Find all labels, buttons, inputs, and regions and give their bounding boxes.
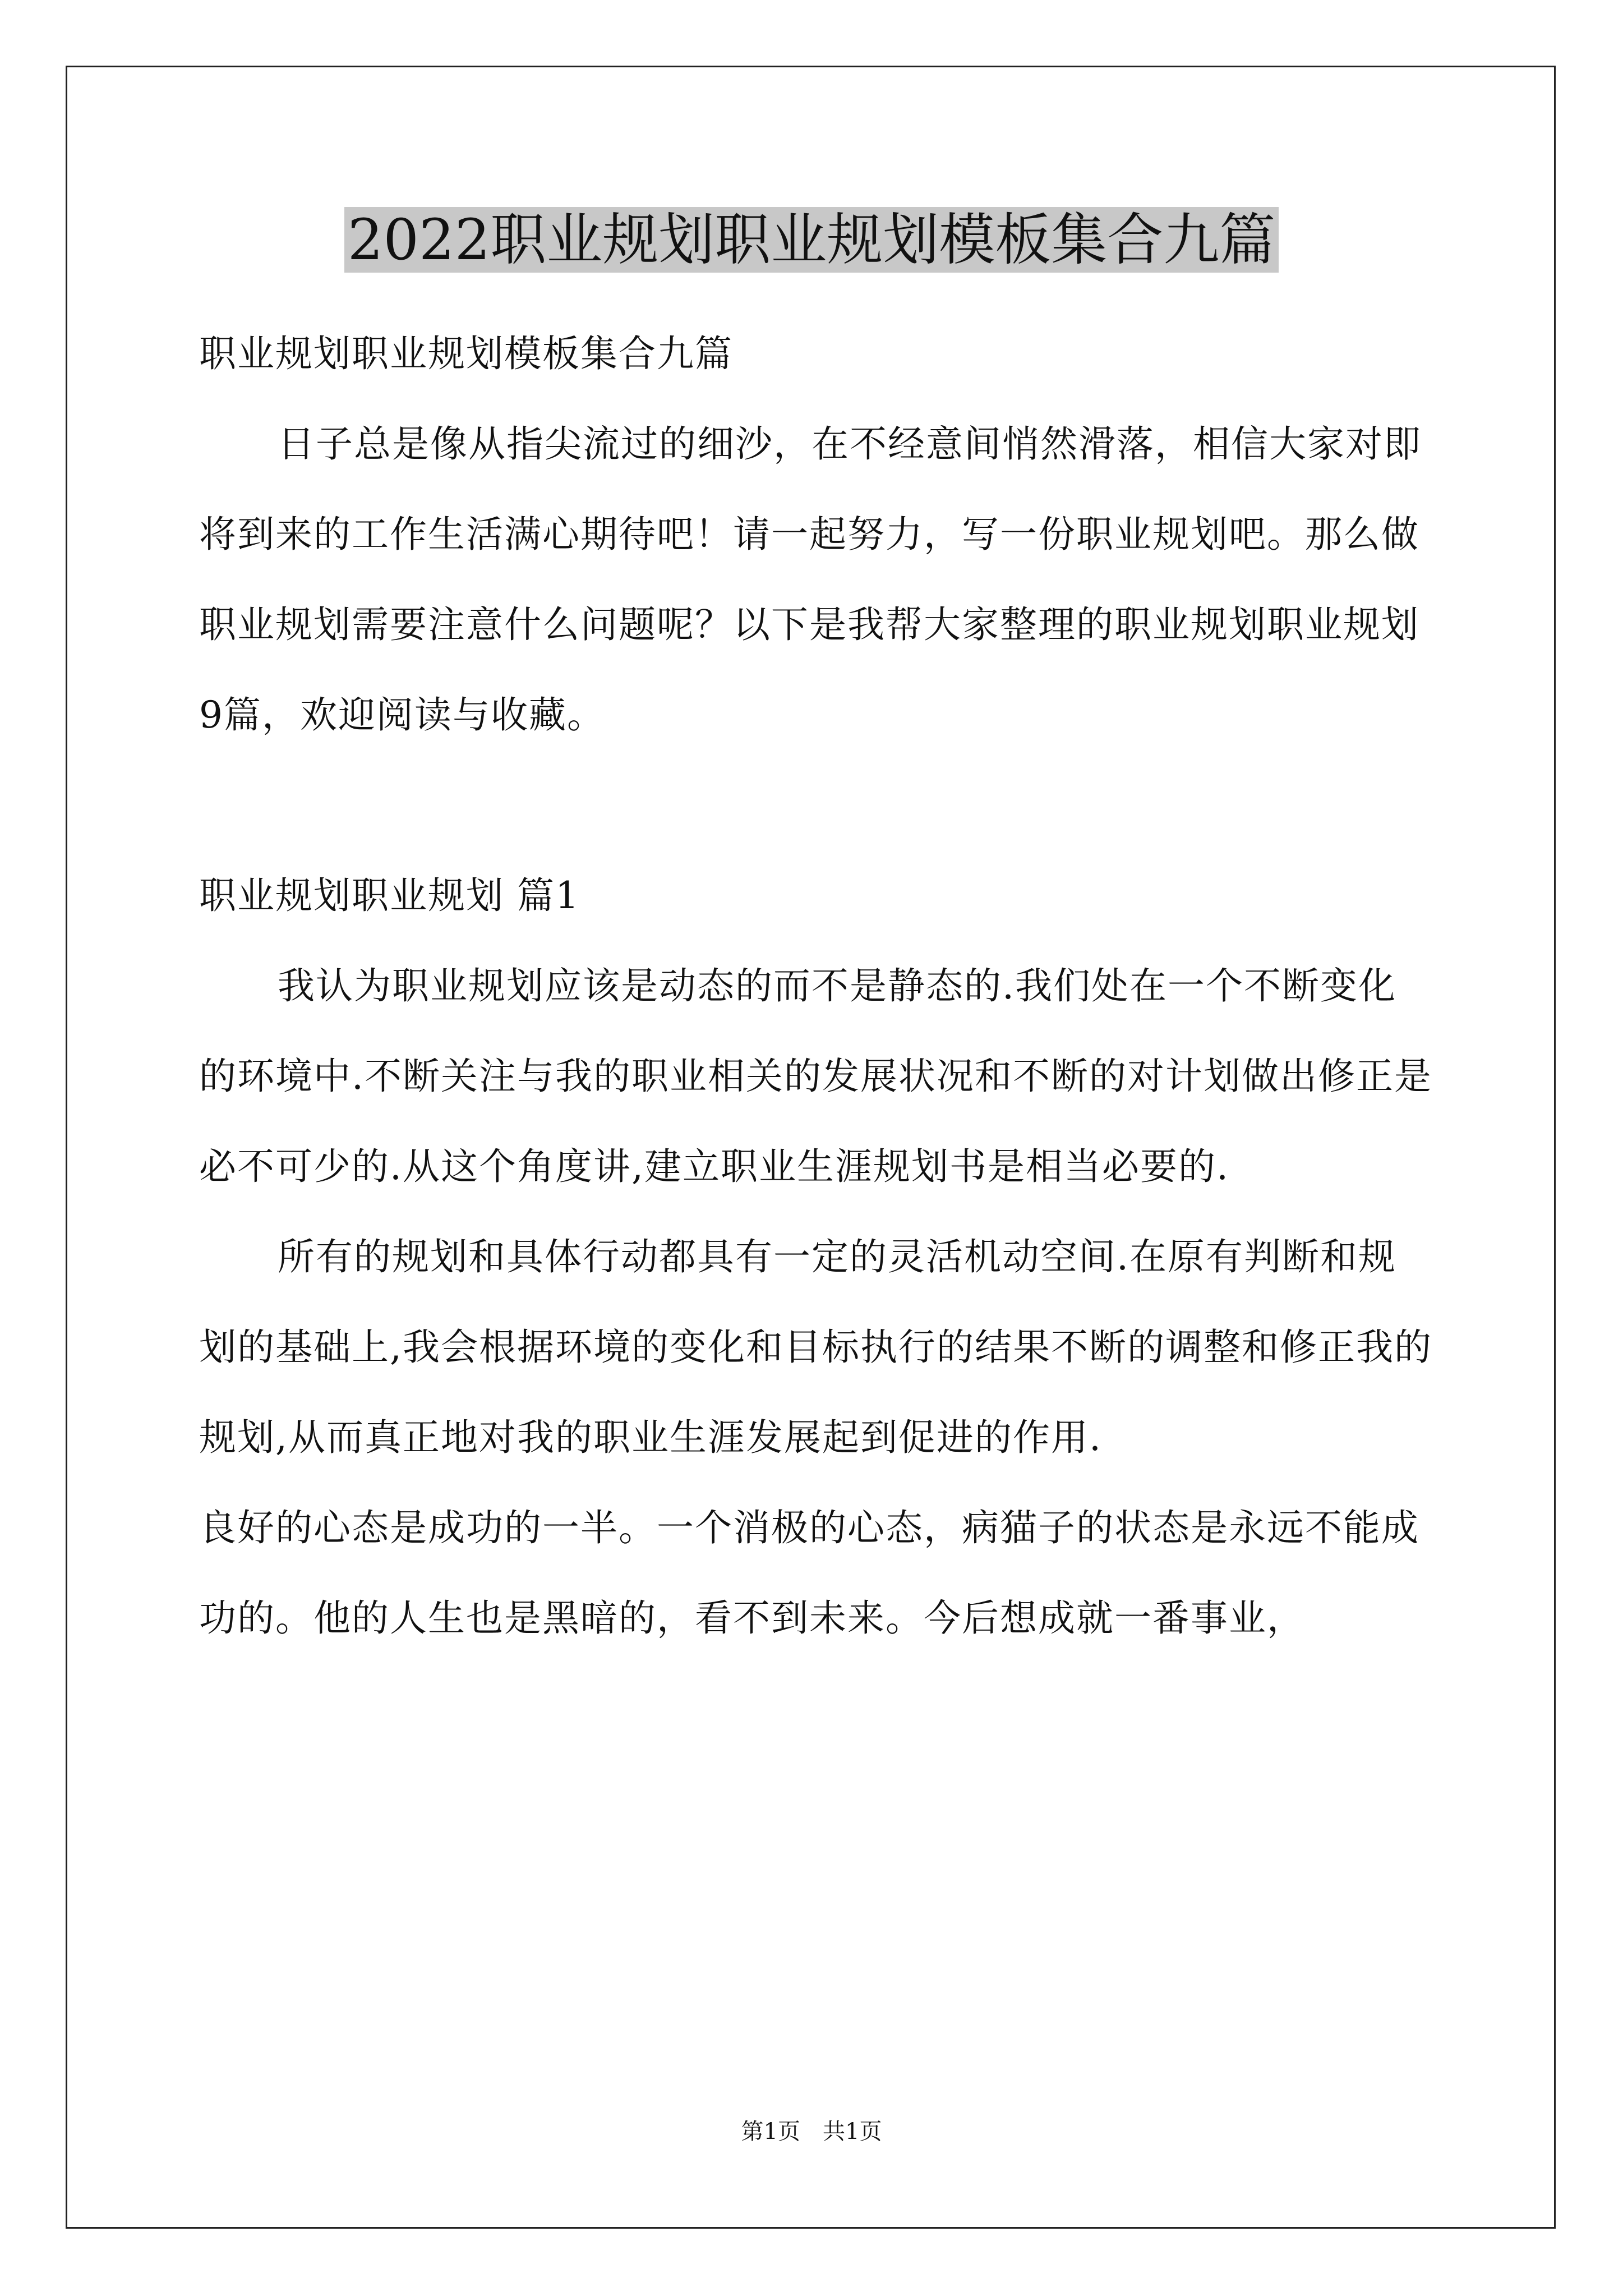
document-title [0,201,1623,279]
document-body [199,309,1433,1663]
body-paragraph-1: 我认为职业规划应该是动态的而不是静态的.我们处在一个不断变化的环境中.不断关注与我的职业相关的发展状况和不断的对计划做出修正是必不可少的.从这个角度讲,建立职业生涯规划书是相当必要的. [199,964,1432,1188]
document-title-text: 2022职业规划职业规划模板集合九篇 [344,207,1279,273]
body-paragraph-2: 所有的规划和具体行动都具有一定的灵活机动空间.在原有判断和规划的基础上,我会根据环境的变化和目标执行的结果不断的调整和修正我的规划,从而真正地对我的职业生涯发展起到促进的作用. [199,1235,1432,1459]
section-1-heading: 职业规划职业规划 篇1 [199,874,580,917]
intro-paragraph: 日子总是像从指尖流过的细沙，在不经意间悄然滑落，相信大家对即将到来的工作生活满心期待吧！请一起努力，写一份职业规划吧。那么做职业规划需要注意什么问题呢？以下是我帮大家整理的职业规划职业规划9篇，欢迎阅读与收藏。 [199,422,1422,737]
document-subtitle: 职业规划职业规划模板集合九篇 [199,332,733,375]
page-footer: 第1页 共1页 [741,2119,882,2145]
body-paragraph-3: 良好的心态是成功的一半。一个消极的心态，病猫子的状态是永远不能成功的。他的人生也是黑暗的，看不到未来。今后想成就一番事业， [199,1506,1419,1640]
